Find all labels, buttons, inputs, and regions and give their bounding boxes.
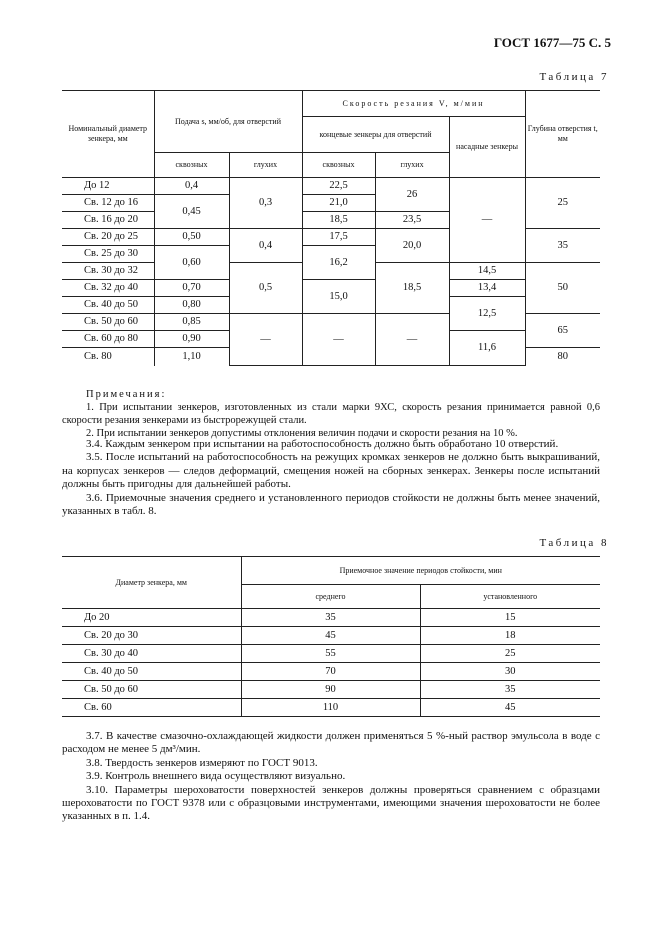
header-blind-speed: глухих: [375, 153, 449, 178]
feed-through-cell: 0,85: [154, 314, 229, 331]
table-8: [62, 556, 600, 717]
header-through: сквозных: [154, 153, 229, 178]
feed-through-cell: 0,70: [154, 280, 229, 297]
diam-cell: Св. 30 до 32: [62, 263, 154, 280]
header-speed: Скорость резания V, м/мин: [302, 91, 525, 117]
speed-blind-cell: —: [375, 314, 449, 366]
diam-cell: До 12: [62, 178, 154, 195]
t8-header-mean: среднего: [241, 585, 420, 609]
depth-cell: 25: [525, 178, 600, 229]
t8-diam: До 20: [62, 609, 241, 627]
depth-cell: 80: [525, 348, 600, 366]
t8-header-set: установленного: [420, 585, 600, 609]
shell-cell: 13,4: [449, 280, 525, 297]
para-3-4: 3.4. Каждым зенкером при испытании на работоспособность должно быть обработано 10 отверстий.: [86, 438, 559, 450]
feed-blind-cell: —: [229, 314, 302, 366]
t8-diam: Св. 40 до 50: [62, 663, 241, 681]
speed-through-cell: 22,5: [302, 178, 375, 195]
speed-through-cell: 18,5: [302, 212, 375, 229]
speed-through-cell: 21,0: [302, 195, 375, 212]
speed-through-cell: —: [302, 314, 375, 366]
t8-mean: 45: [241, 627, 420, 645]
depth-cell: 35: [525, 229, 600, 263]
header-feed: Подача s, мм/об, для отверстий: [154, 91, 302, 153]
feed-blind-cell: 0,4: [229, 229, 302, 263]
t8-set: 35: [420, 681, 600, 699]
t8-set: 15: [420, 609, 600, 627]
t8-mean: 70: [241, 663, 420, 681]
diam-cell: Св. 12 до 16: [62, 195, 154, 212]
feed-through-cell: 0,60: [154, 246, 229, 280]
para-3-10: 3.10. Параметры шероховатости поверхностей зенкеров должны проверяться сравнением с образцами шероховатости по ГОСТ 9378 или с образцовыми инструментами, имеющими значения шероховатости не более указанных в п. 1.4.: [62, 783, 600, 823]
speed-blind-cell: 23,5: [375, 212, 449, 229]
note-2: 2. При испытании зенкеров допустимы отклонения величин подачи и скорости резания на 10 %.: [86, 428, 518, 439]
shell-cell: —: [449, 178, 525, 263]
header-diameter: Номинальный диаметр зенкера, мм: [62, 91, 154, 178]
header-blind: глухих: [229, 153, 302, 178]
notes: [62, 388, 600, 440]
shell-cell: 12,5: [449, 297, 525, 331]
diam-cell: Св. 50 до 60: [62, 314, 154, 331]
diam-cell: Св. 60 до 80: [62, 331, 154, 348]
table8-label: Таблица 8: [539, 537, 609, 549]
t8-header-acceptance: Приемочное значение периодов стойкости, мин: [241, 557, 600, 585]
note-1: 1. При испытании зенкеров, изготовленных из стали марки 9ХС, скорость резания принимается равной 0,6 скорости резания зенкерами из быстрорежущей стали.: [62, 402, 600, 426]
t8-mean: 55: [241, 645, 420, 663]
para-3-5: 3.5. После испытаний на работоспособность на режущих кромках зенкеров не должно быть выкрашиваний, на корпусах зенкеров — следов деформаций, смещения ножей на сборных зенкерах. Зенкеры после испытаний должны быть пригодны для дальнейшей работы.: [62, 451, 600, 491]
depth-cell: 50: [525, 263, 600, 314]
header-through-speed: сквозных: [302, 153, 375, 178]
diam-cell: Св. 40 до 50: [62, 297, 154, 314]
table7-label: Таблица 7: [539, 71, 609, 83]
speed-blind-cell: 20,0: [375, 229, 449, 263]
notes-title: Примечания:: [86, 389, 167, 400]
speed-blind-cell: 26: [375, 178, 449, 212]
diam-cell: Св. 25 до 30: [62, 246, 154, 263]
feed-through-cell: 0,50: [154, 229, 229, 246]
shell-cell: 14,5: [449, 263, 525, 280]
para-3-9: 3.9. Контроль внешнего вида осуществляют визуально.: [86, 770, 346, 783]
diam-cell: Св. 80: [62, 348, 154, 366]
shell-cell: 11,6: [449, 331, 525, 366]
t8-set: 45: [420, 699, 600, 717]
paragraphs-3-7-3-10: [62, 730, 600, 824]
feed-through-cell: 0,45: [154, 195, 229, 229]
table-7: [62, 90, 600, 366]
paragraphs-3-4-3-6: [62, 438, 600, 518]
speed-blind-cell: 18,5: [375, 263, 449, 314]
para-3-6: 3.6. Приемочные значения среднего и установленного периодов стойкости не должны быть менее значений, указанных в табл. 8.: [62, 491, 600, 518]
header-shell: насадные зенкеры: [449, 117, 525, 178]
header-depth: Глубина отверстия t, мм: [525, 91, 600, 178]
depth-cell: 65: [525, 314, 600, 348]
feed-through-cell: 0,4: [154, 178, 229, 195]
para-3-7: 3.7. В качестве смазочно-охлаждающей жидкости должен применяться 5 %-ный раствор эмульсола в воде с расходом не менее 5 дм³/мин.: [62, 730, 600, 756]
t8-header-diameter: Диаметр зенкера, мм: [62, 557, 241, 609]
page-header: ГОСТ 1677—75 С. 5: [493, 35, 611, 50]
t8-mean: 35: [241, 609, 420, 627]
header-end-mills: концевые зенкеры для отверстий: [302, 117, 449, 153]
speed-through-cell: 16,2: [302, 246, 375, 280]
diam-cell: Св. 16 до 20: [62, 212, 154, 229]
feed-through-cell: 0,80: [154, 297, 229, 314]
speed-through-cell: 17,5: [302, 229, 375, 246]
t8-mean: 110: [241, 699, 420, 717]
t8-diam: Св. 60: [62, 699, 241, 717]
feed-through-cell: 0,90: [154, 331, 229, 348]
t8-diam: Св. 50 до 60: [62, 681, 241, 699]
feed-blind-cell: 0,3: [229, 178, 302, 229]
t8-set: 30: [420, 663, 600, 681]
t8-diam: Св. 20 до 30: [62, 627, 241, 645]
feed-through-cell: 1,10: [154, 348, 229, 366]
t8-set: 25: [420, 645, 600, 663]
diam-cell: Св. 20 до 25: [62, 229, 154, 246]
para-3-8: 3.8. Твердость зенкеров измеряют по ГОСТ 9013.: [86, 756, 318, 769]
t8-set: 18: [420, 627, 600, 645]
diam-cell: Св. 32 до 40: [62, 280, 154, 297]
t8-diam: Св. 30 до 40: [62, 645, 241, 663]
feed-blind-cell: 0,5: [229, 263, 302, 314]
speed-through-cell: 15,0: [302, 280, 375, 314]
t8-mean: 90: [241, 681, 420, 699]
